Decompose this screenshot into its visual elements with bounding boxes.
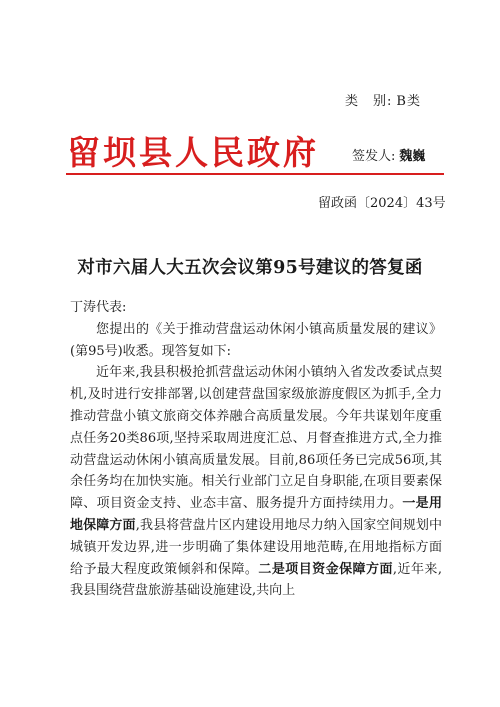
signer-label: 签发人: — [352, 149, 396, 164]
paragraph-2-text-c: ,我县将营盘片区内建设用地尽力纳入国家空间规划中城镇开发边界,进一步明确了集体建设用地范畴,在用地指标方面给予最大程度政策倾斜和保障。 — [70, 517, 442, 577]
paragraph-2 — [70, 362, 442, 602]
signer-line — [352, 145, 425, 164]
paragraph-2-text-a: 近年来,我县积极抢抓营盘运动休闲小镇纳入省发改委试点契机,及时进行安排部署,以创建营盘国家级旅游度假区为抓手,全力推动营盘小镇文旅商交体养融合高质量发展。今年共谋划年度重点任务20类86项,坚持采取周进度汇总、月督查推进方式,全力推动营盘运动休闲小镇高质量发展。目前,86项任务已完成56项,其余任务均在加快实施。相关行业部门立足自身职能,在项目要素保障、项目资金支持、业态丰富、服务提升方面持续用力。 — [70, 365, 442, 512]
salutation: 丁涛代表: — [70, 300, 127, 315]
category-line — [345, 90, 421, 109]
signer-name: 魏巍 — [399, 149, 426, 164]
fund-guarantee-heading: 二是项目资金保障方面 — [258, 561, 393, 577]
land-guarantee-heading: 一是用地保障方面 — [70, 496, 442, 533]
category-value: B类 — [396, 94, 421, 109]
document-number: 留政函〔2024〕43号 — [318, 196, 446, 211]
red-divider — [66, 173, 444, 175]
category-label: 类 别: — [345, 94, 393, 109]
paragraph-2-text-e: ,近年来,我县围绕营盘旅游基础设施建设,共向上 — [70, 561, 442, 599]
government-name: 留坝县人民政府 — [67, 133, 319, 172]
document-body — [70, 297, 442, 602]
paragraph-1: 您提出的《关于推动营盘运动休闲小镇高质量发展的建议》(第95号)收悉。现答复如下: — [70, 321, 442, 359]
document-title: 对市六届人大五次会议第95号建议的答复函 — [77, 258, 423, 278]
